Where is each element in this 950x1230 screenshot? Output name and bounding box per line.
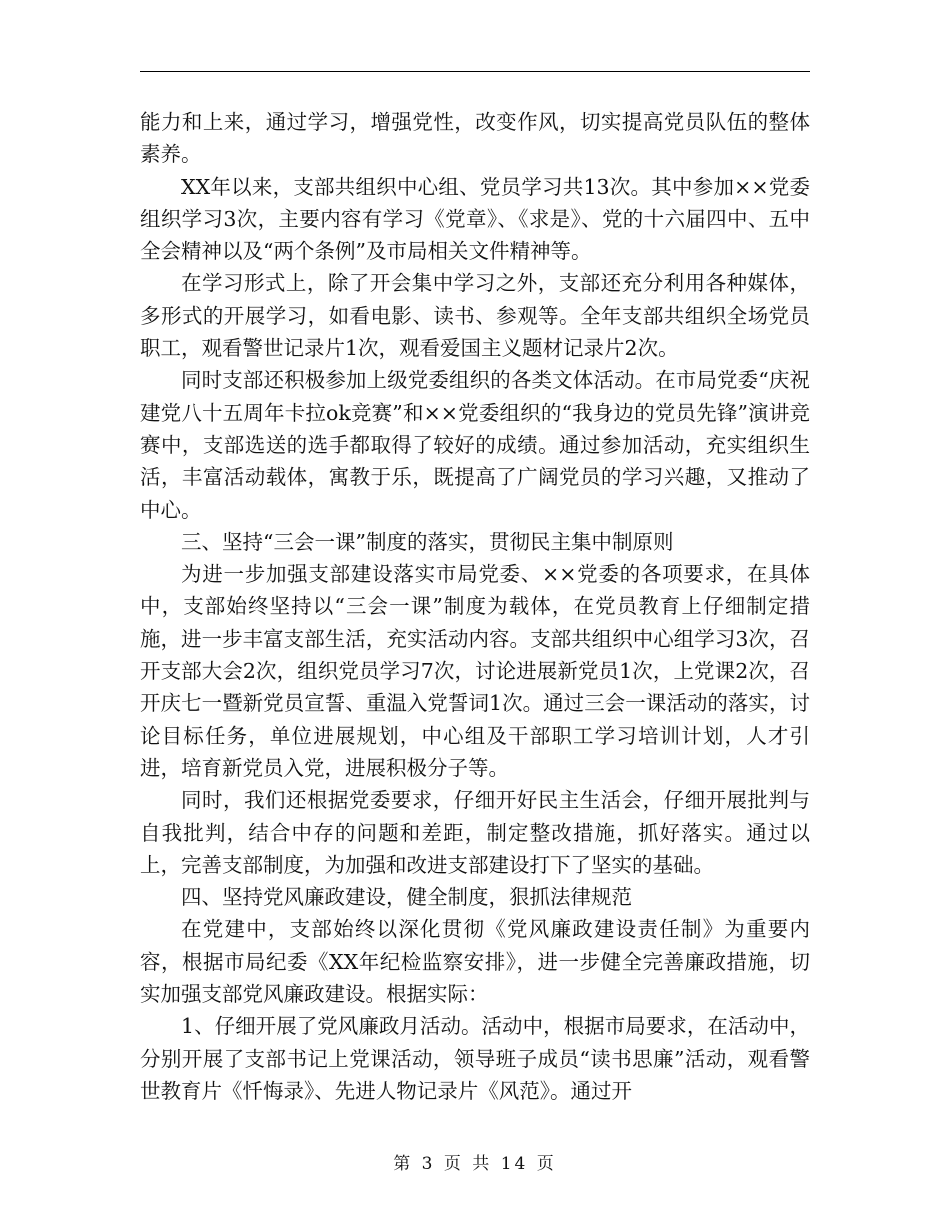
paragraph-4: 同时支部还积极参加上级党委组织的各类文体活动。在市局党委“庆祝建党八十五周年卡拉ok竞赛”和××党委组织的“我身边的党员先锋”演讲竞赛中，支部选送的选手都取得了较好的成绩。通过参加活动，充实组织生活，丰富活动载体，寓教于乐，既提高了广阔党员的学习兴趣，又推动了中心。 xyxy=(140,368,810,522)
paragraph-7: 同时，我们还根据党委要求，仔细开好民主生活会，仔细开展批判与自我批判，结合中存的问题和差距，制定整改措施，抓好落实。通过以上，完善支部制度，为加强和改进支部建设打下了坚实的基础。 xyxy=(140,788,810,877)
paragraph-10: 1、仔细开展了党风廉政月活动。活动中，根据市局要求，在活动中，分别开展了支部书记上党课活动，领导班子成员“读书思廉”活动，观看警世教育片《忏悔录》、先进人物记录片《风范》。通过开 xyxy=(140,1014,810,1103)
body-text xyxy=(140,106,810,1107)
paragraph-1: 能力和上来，通过学习，增强党性，改变作风，切实提高党员队伍的整体素养。 xyxy=(140,110,810,167)
section-heading-3: 三、坚持“三会一课”制度的落实，贯彻民主集中制原则 xyxy=(181,529,674,554)
paragraph-9: 在党建中，支部始终以深化贯彻《党风廉政建设责任制》为重要内容，根据市局纪委《XX年纪检监察安排》，进一步健全完善廉政措施，切实加强支部党风廉政建设。根据实际： xyxy=(140,917,810,1007)
paragraph-2: XX年以来，支部共组织中心组、党员学习共13次。其中参加××党委组织学习3次，主要内容有学习《党章》、《求是》、党的十六届四中、五中全会精神以及“两个条例”及市局相关文件精神等。 xyxy=(140,174,810,264)
paragraph-6: 为进一步加强支部建设落实市局党委、××党委的各项要求，在具体中，支部始终坚持以“三会一课”制度为载体，在党员教育上仔细制定措施，进一步丰富支部生活，充实活动内容。支部共组织中心组学习3次，召开支部大会2次，组织党员学习7次，讨论进展新党员1次，上党课2次，召开庆七一暨新党员宣誓、重温入党誓词1次。通过三会一课活动的落实，讨论目标任务，单位进展规划，中心组及干部职工学习培训计划，人才引进，培育新党员入党，进展积极分子等。 xyxy=(140,562,810,780)
page-number-footer: 第 3 页 共 14 页 xyxy=(393,1154,557,1174)
section-heading-4: 四、坚持党风廉政建设，健全制度，狠抓法律规范 xyxy=(181,885,632,910)
header-rule xyxy=(140,71,810,72)
paragraph-3: 在学习形式上，除了开会集中学习之外，支部还充分利用各种媒体，多形式的开展学习，如看电影、读书、参观等。全年支部共组织全场党员职工，观看警世记录片1次，观看爱国主义题材记录片2次。 xyxy=(140,271,810,361)
